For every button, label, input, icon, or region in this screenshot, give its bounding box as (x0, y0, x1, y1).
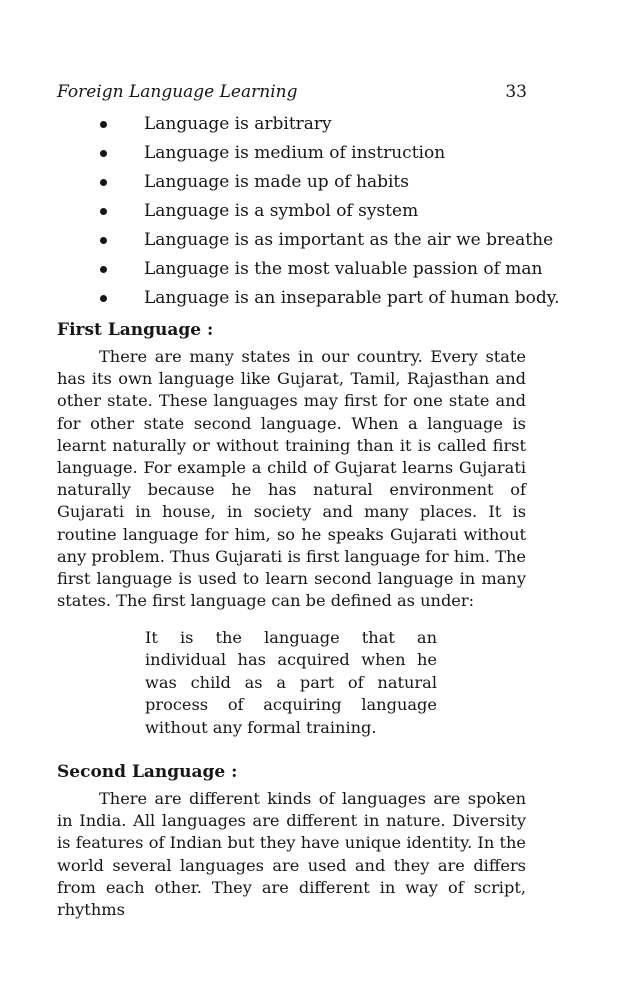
page-number: 33 (505, 82, 527, 102)
running-title: Foreign Language Learning (57, 82, 298, 102)
list-item (98, 226, 554, 255)
list-item (98, 197, 538, 226)
first-language-definition: It is the language that an individual has acquired when he was child as a part of natural process of acquiring language without any formal training. (145, 628, 437, 737)
first-language-paragraph: There are many states in our country. Every state has its own language like Gujarat, Tamil, Rajasthan and other state. These languages may first for one state and for other state second language. When a language is learnt naturally or without training than it is called first language. For example a child of Gujarat learns Gujarati naturally because he has natural environment of Gujarati in house, in society and many places. It is routine language for him, so he speaks Gujarati without any problem. Thus Gujarati is first language for him. The first language is used to learn second language in many states. The first language can be defined as under: (57, 347, 526, 611)
list-item (98, 110, 538, 139)
running-header (57, 79, 527, 105)
bullet-list (98, 110, 560, 313)
bullet-icon (100, 179, 107, 186)
list-item (98, 255, 543, 284)
list-item-text: Language is an inseparable part of human body. (144, 288, 560, 308)
bullet-icon (100, 150, 107, 157)
bullet-icon (100, 208, 107, 215)
bullet-icon (100, 266, 107, 273)
list-item-text: Language is a symbol of system (144, 201, 419, 221)
first-language-heading: First Language : (57, 320, 214, 340)
list-item (98, 139, 538, 168)
list-item-text: Language is medium of instruction (144, 143, 446, 163)
second-language-paragraph: There are different kinds of languages are spoken in India. All languages are different in nature. Diversity is features of Indian but they have unique identity. In the world several languages are used and they are differs from each other. They are different in way of script, rhythms (57, 789, 526, 920)
second-language-heading: Second Language : (57, 762, 238, 782)
list-item-text: Language is the most valuable passion of man (144, 259, 543, 279)
list-item-text: Language is as important as the air we breathe (144, 230, 554, 250)
bullet-icon (100, 295, 107, 302)
list-item-text: Language is made up of habits (144, 172, 409, 192)
list-item-text: Language is arbitrary (144, 114, 332, 134)
bullet-icon (100, 237, 107, 244)
list-item (98, 284, 560, 313)
list-item (98, 168, 538, 197)
bullet-icon (100, 121, 107, 128)
